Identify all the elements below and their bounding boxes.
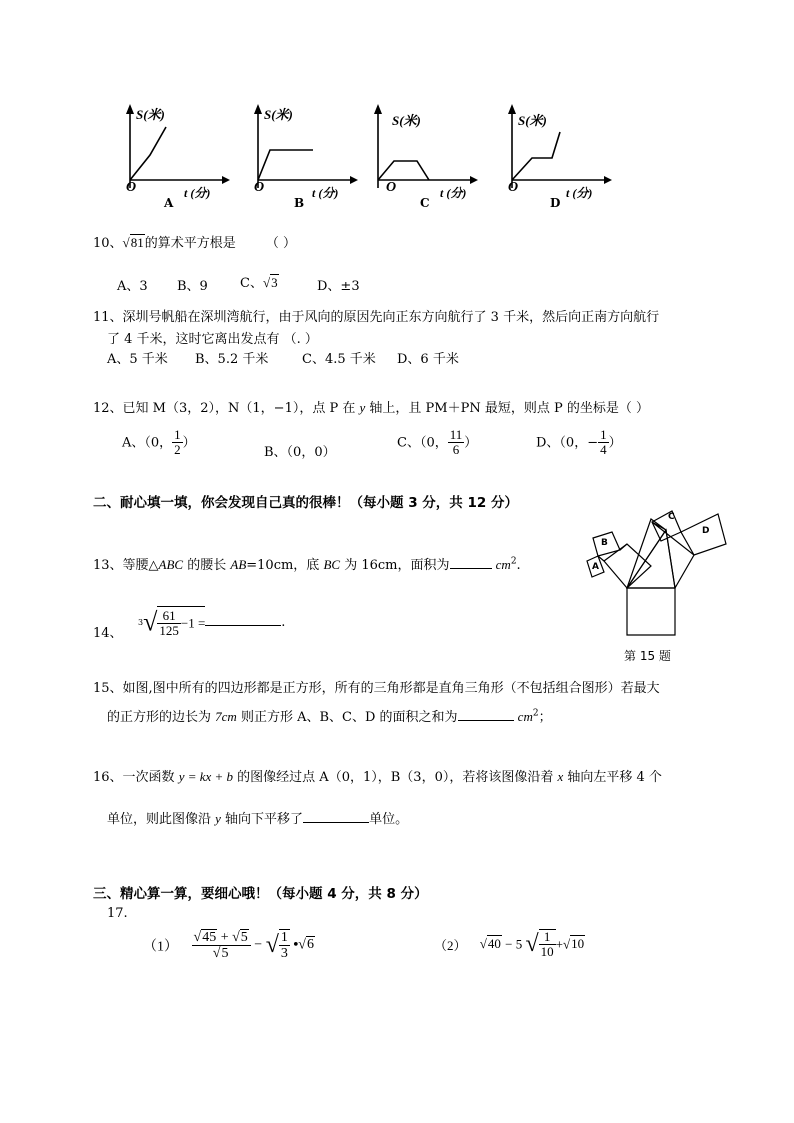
numerator: 1 <box>539 930 556 945</box>
numerator: 11 <box>449 427 463 442</box>
q12-d-pre: D、（0，− <box>536 435 599 451</box>
q15-line2-pre: 的正方形的边长为 <box>107 710 216 725</box>
graph-xlabel: t (分) <box>440 186 467 200</box>
graph-origin: O <box>254 180 265 195</box>
q16-post: 轴向左平移 4 个 <box>563 770 662 785</box>
q16-func: y = kx + b <box>178 769 234 784</box>
q16-pre: 16、一次函数 <box>93 770 179 785</box>
q10-line <box>93 232 296 251</box>
graph-a <box>112 100 232 212</box>
q12-option-d[interactable] <box>536 428 622 458</box>
figure-15-svg <box>584 500 734 640</box>
sqrt-sign: √ <box>298 937 306 953</box>
radicand: 5 <box>240 929 248 945</box>
radical-sign: √ <box>143 607 158 637</box>
denominator: 2 <box>174 442 181 458</box>
minus-five: − 5 <box>505 936 523 952</box>
numerator: 1 <box>600 427 607 442</box>
q11-line1: 11、深圳号帆船在深圳湾航行，由于风向的原因先向正东方向航行了 3 千米，然后向正南方向航行 <box>93 310 660 325</box>
bullet-dot: • <box>293 937 299 953</box>
q10-paren: （ ） <box>265 236 296 251</box>
q16-line2-end: 单位。 <box>369 812 409 827</box>
denominator: 125 <box>159 623 179 639</box>
sqrt-sign: √ <box>479 936 487 952</box>
q10-option-c[interactable] <box>240 272 279 291</box>
section2-heading: 二、耐心填一填，你会发现自己真的很棒！（每小题 3 分，共 12 分） <box>93 495 518 511</box>
graph-origin: O <box>386 180 397 195</box>
q12-a-pre: A、（0， <box>122 435 173 451</box>
q11-option-b[interactable]: B、5.2 千米 <box>195 352 269 367</box>
q17-p2-label: （2） <box>434 937 467 953</box>
q17-label: 17. <box>107 906 128 921</box>
q17-p1-fraction <box>192 930 251 962</box>
q16-line1 <box>93 766 662 785</box>
sqrt-sign: √ <box>262 275 271 290</box>
x-arrow <box>604 176 612 184</box>
q12-a-post: ） <box>182 435 196 451</box>
x-arrow <box>350 176 358 184</box>
q10-text: 的算术平方根是 <box>144 236 236 251</box>
q12-pre: 12、已知 M（3，2），N（1，−1），点 P 在 <box>93 401 360 416</box>
section3-heading: 三、精心算一算，要细心哦！（每小题 4 分，共 8 分） <box>93 886 428 902</box>
q15-line1: 15、如图,图中所有的四边形都是正方形，所有的三角形都是直角三角形（不包括组合图形）若最大 <box>93 681 660 696</box>
sqrt-sign: √ <box>122 235 130 250</box>
q14-root-index: 3 <box>138 618 144 627</box>
label-a: A <box>592 562 599 572</box>
q15-line2-mid: 则正方形 A、B、C、D 的面积之和为 <box>236 710 458 725</box>
graph-letter: C <box>420 196 430 210</box>
q13-ab: AB <box>230 557 247 572</box>
y-arrow <box>508 104 516 114</box>
q13-answer-blank[interactable] <box>450 568 492 569</box>
connector-line <box>620 544 627 550</box>
graph-xlabel: t (分) <box>566 186 593 200</box>
q14-prefix: 14、 <box>93 626 123 641</box>
q15-answer-blank[interactable] <box>458 720 514 721</box>
label-b: B <box>601 538 608 548</box>
q11-option-a[interactable]: A、5 千米 <box>107 352 168 367</box>
y-arrow <box>126 104 134 114</box>
graph-line <box>512 132 560 180</box>
q13-line <box>93 554 521 573</box>
numerator: 1 <box>174 427 181 442</box>
left-square-edge <box>627 519 666 588</box>
q10-radicand: 81 <box>130 235 144 250</box>
sqrt-sign: √ <box>212 945 221 961</box>
q13-abc: ABC <box>158 557 184 572</box>
graph-c <box>360 100 480 212</box>
q12-d-post: ） <box>608 435 622 451</box>
q13-unit: cm <box>495 557 511 572</box>
minus: − <box>254 937 263 953</box>
q16-mid: 的图像经过点 A（0，1），B（3，0），若将该图像沿着 <box>233 770 558 785</box>
q13-bc: BC <box>323 557 341 572</box>
right-square <box>652 522 694 588</box>
q10-option-c-prefix: C、 <box>240 276 263 291</box>
q16-x: x <box>557 769 564 784</box>
radical-sign: √ <box>265 931 279 958</box>
q13-mid1: 的腰长 <box>183 558 231 573</box>
q10-option-b[interactable]: B、9 <box>177 279 208 294</box>
radicand: 10 <box>571 936 585 952</box>
x-arrow <box>470 176 478 184</box>
q16-y: y <box>215 811 221 826</box>
q14-fraction <box>157 609 181 639</box>
q17-p1-label: （1） <box>143 939 178 955</box>
q12-option-b[interactable]: B、（0，0） <box>264 445 336 460</box>
plus: + <box>217 929 233 945</box>
graph-ylabel: S(米) <box>518 113 547 128</box>
q14-expression <box>138 606 285 639</box>
q12-d-fraction <box>598 428 609 458</box>
q12-option-a[interactable] <box>122 428 196 458</box>
q15-line2 <box>107 706 552 725</box>
q16-line2-pre: 单位，则此图像沿 <box>107 812 216 827</box>
q10-option-d[interactable]: D、±3 <box>317 279 360 294</box>
q12-c-fraction <box>448 428 465 458</box>
large-square <box>627 588 675 635</box>
numerator <box>192 930 251 946</box>
q15-sup: 2 <box>532 708 539 719</box>
q13-mid2: =10cm，底 <box>246 558 324 573</box>
fraction <box>539 930 556 960</box>
numerator: 61 <box>157 609 181 624</box>
q11-line2: 了 4 千米，这时它离出发点有 （. ） <box>107 332 318 347</box>
q12-c-post: ） <box>464 435 478 451</box>
graph-line <box>258 150 313 180</box>
q11-option-c[interactable]: C、4.5 千米 <box>302 352 376 367</box>
graph-xlabel: t (分) <box>312 186 339 200</box>
label-c: C <box>668 512 675 522</box>
q10-option-c-radicand: 3 <box>271 275 278 290</box>
numerator: 1 <box>280 930 288 945</box>
q13-pre: 13、等腰△ <box>93 558 159 573</box>
q10-option-a[interactable]: A、3 <box>117 279 148 294</box>
denominator: 3 <box>280 946 288 962</box>
q12-line <box>93 397 649 416</box>
radicand: 6 <box>306 937 314 953</box>
q12-option-c[interactable] <box>397 428 477 458</box>
q17-part2 <box>434 929 585 960</box>
q17-p2-radicand <box>539 929 556 960</box>
sqrt-sign: √ <box>563 936 571 952</box>
q11-option-d[interactable]: D、6 千米 <box>397 352 459 367</box>
fraction <box>279 930 290 962</box>
graph-letter: D <box>550 196 561 210</box>
label-d: D <box>702 526 710 536</box>
denominator: 4 <box>600 442 607 458</box>
graph-b <box>240 100 360 212</box>
radicand: 40 <box>487 936 501 952</box>
q13-end: . <box>516 558 521 573</box>
graph-line <box>130 127 166 180</box>
q16-answer-blank[interactable] <box>303 822 369 823</box>
radicand: 5 <box>221 945 229 961</box>
q15-end: ； <box>538 710 552 725</box>
q16-line2 <box>107 808 408 827</box>
plus: + <box>555 936 564 952</box>
q14-radicand <box>157 606 205 639</box>
q16-line2-post: 轴向下平移了 <box>220 812 304 827</box>
q12-y: y <box>359 400 366 415</box>
graph-ylabel: S(米) <box>264 107 293 122</box>
q12-a-fraction <box>172 428 183 458</box>
q10-prefix: 10、 <box>93 236 123 251</box>
q14-answer-blank[interactable] <box>205 625 281 626</box>
graph-letter: A <box>164 196 174 210</box>
graph-origin: O <box>126 180 137 195</box>
q17-p1-radicand <box>279 929 290 962</box>
graph-ylabel: S(米) <box>136 107 165 122</box>
sqrt-sign: √ <box>193 929 202 945</box>
graph-letter: B <box>294 196 305 210</box>
q12-c-pre: C、（0， <box>397 435 448 451</box>
y-arrow <box>254 104 262 114</box>
graph-xlabel: t (分) <box>184 186 211 200</box>
radical-sign: √ <box>525 930 539 957</box>
q15-val: 7 <box>215 709 222 724</box>
y-arrow <box>374 104 382 114</box>
left-square <box>604 544 651 588</box>
q13-sup: 2 <box>510 556 517 567</box>
denominator <box>192 946 251 961</box>
x-arrow <box>222 176 230 184</box>
figure-15 <box>584 500 734 665</box>
radicand: 45 <box>202 929 217 945</box>
denominator: 10 <box>540 944 554 960</box>
sqrt-sign: √ <box>232 929 240 945</box>
graph-ylabel: S(米) <box>392 113 421 128</box>
graph-line <box>378 161 429 180</box>
q12-post: 轴上，且 PM＋PN 最短，则点 P 的坐标是（ ） <box>365 401 649 416</box>
graph-d <box>494 100 614 212</box>
q17-part1 <box>143 929 315 962</box>
q15-unit: cm <box>517 709 533 724</box>
q13-mid3: 为 16cm，面积为 <box>340 558 450 573</box>
q14-end: . <box>281 614 286 630</box>
denominator: 6 <box>452 442 460 458</box>
figure-caption: 第 15 题 <box>624 649 671 663</box>
graph-origin: O <box>508 180 519 195</box>
q14-minus: −1 = <box>180 615 206 631</box>
q15-unit-cm: cm <box>221 709 237 724</box>
